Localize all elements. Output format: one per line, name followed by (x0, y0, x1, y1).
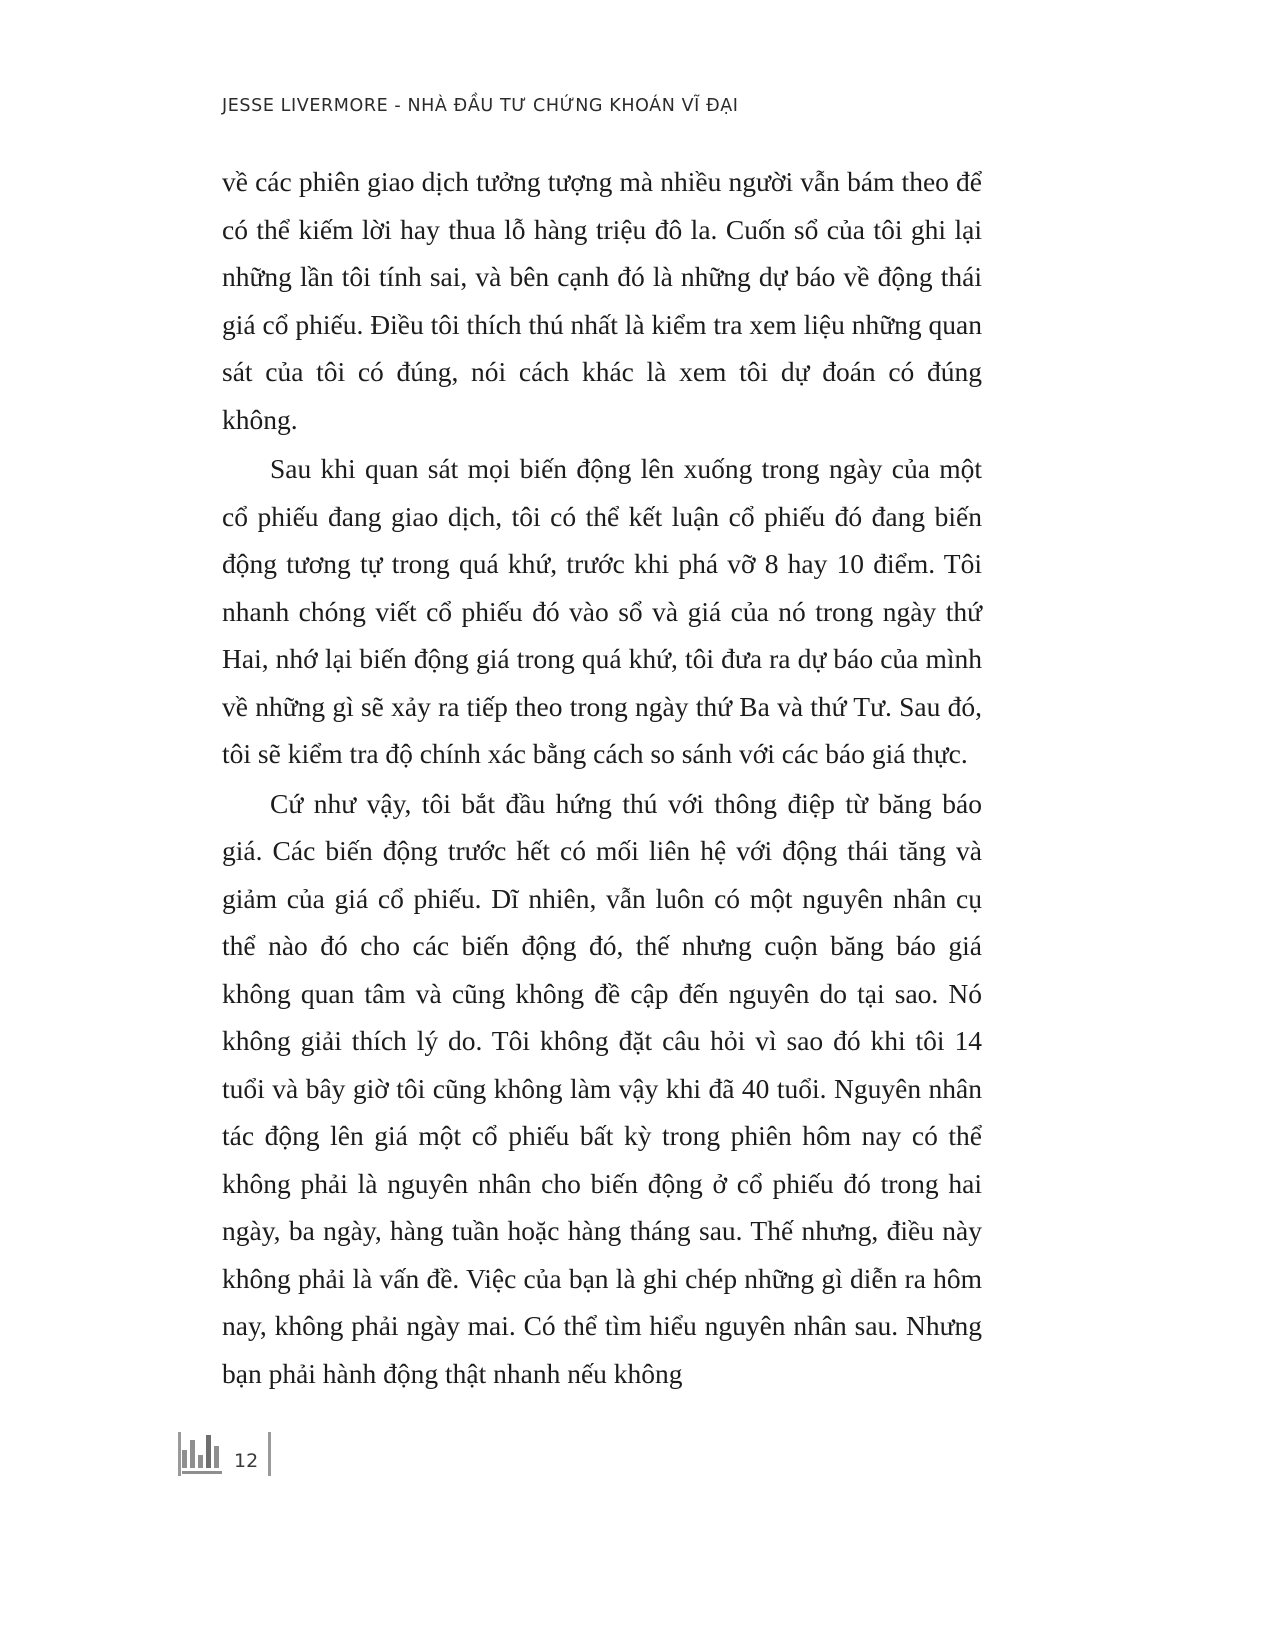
paragraph-3: Cứ như vậy, tôi bắt đầu hứng thú với thông điệp từ băng báo giá. Các biến động trước hết có mối liên hệ với động thái tăng và giảm của giá cổ phiếu. Dĩ nhiên, vẫn luôn có một nguyên nhân cụ thể nào đó cho các biến động đó, thế nhưng cuộn băng báo giá không quan tâm và cũng không đề cập đến nguyên do tại sao. Nó không giải thích lý do. Tôi không đặt câu hỏi vì sao đó khi tôi 14 tuổi và bây giờ tôi cũng không làm vậy khi đã 40 tuổi. Nguyên nhân tác động lên giá một cổ phiếu bất kỳ trong phiên hôm nay có thể không phải là nguyên nhân cho biến động ở cổ phiếu đó trong hai ngày, ba ngày, hàng tuần hoặc hàng tháng sau. Thế nhưng, điều này không phải là vấn đề. Việc của bạn là ghi chép những gì diễn ra hôm nay, không phải ngày mai. Có thể tìm hiểu nguyên nhân sau. Nhưng bạn phải hành động thật nhanh nếu không (222, 787, 982, 1389)
page-number: 12 (234, 1450, 259, 1472)
paragraph-1: về các phiên giao dịch tưởng tượng mà nhiều người vẫn bám theo để có thể kiếm lời hay thua lỗ hàng triệu đô la. Cuốn sổ của tôi ghi lại những lần tôi tính sai, và bên cạnh đó là những dự báo về động thái giá cổ phiếu. Điều tôi thích thú nhất là kiểm tra xem liệu những quan sát của tôi có đúng, nói cách khác là xem tôi dự đoán có đúng không. (222, 166, 982, 435)
running-head: JESSE LIVERMORE - NHÀ ĐẦU TƯ CHỨNG KHOÁN VĨ ĐẠI (222, 96, 739, 116)
bar-chart-icon (180, 1430, 224, 1476)
paragraph-2: Sau khi quan sát mọi biến động lên xuống trong ngày của một cổ phiếu đang giao dịch, tôi có thể kết luận cổ phiếu đó đang biến động tương tự trong quá khứ, trước khi phá vỡ 8 hay 10 điểm. Tôi nhanh chóng viết cổ phiếu đó vào sổ và giá của nó trong ngày thứ Hai, nhớ lại biến động giá trong quá khứ, tôi đưa ra dự báo của mình về những gì sẽ xảy ra tiếp theo trong ngày thứ Ba và thứ Tư. Sau đó, tôi sẽ kiểm tra độ chính xác bằng cách so sánh với các báo giá thực. (222, 453, 982, 769)
page-footer (180, 1430, 258, 1476)
page-body (222, 158, 982, 1399)
footer-rule-right (268, 1432, 271, 1476)
